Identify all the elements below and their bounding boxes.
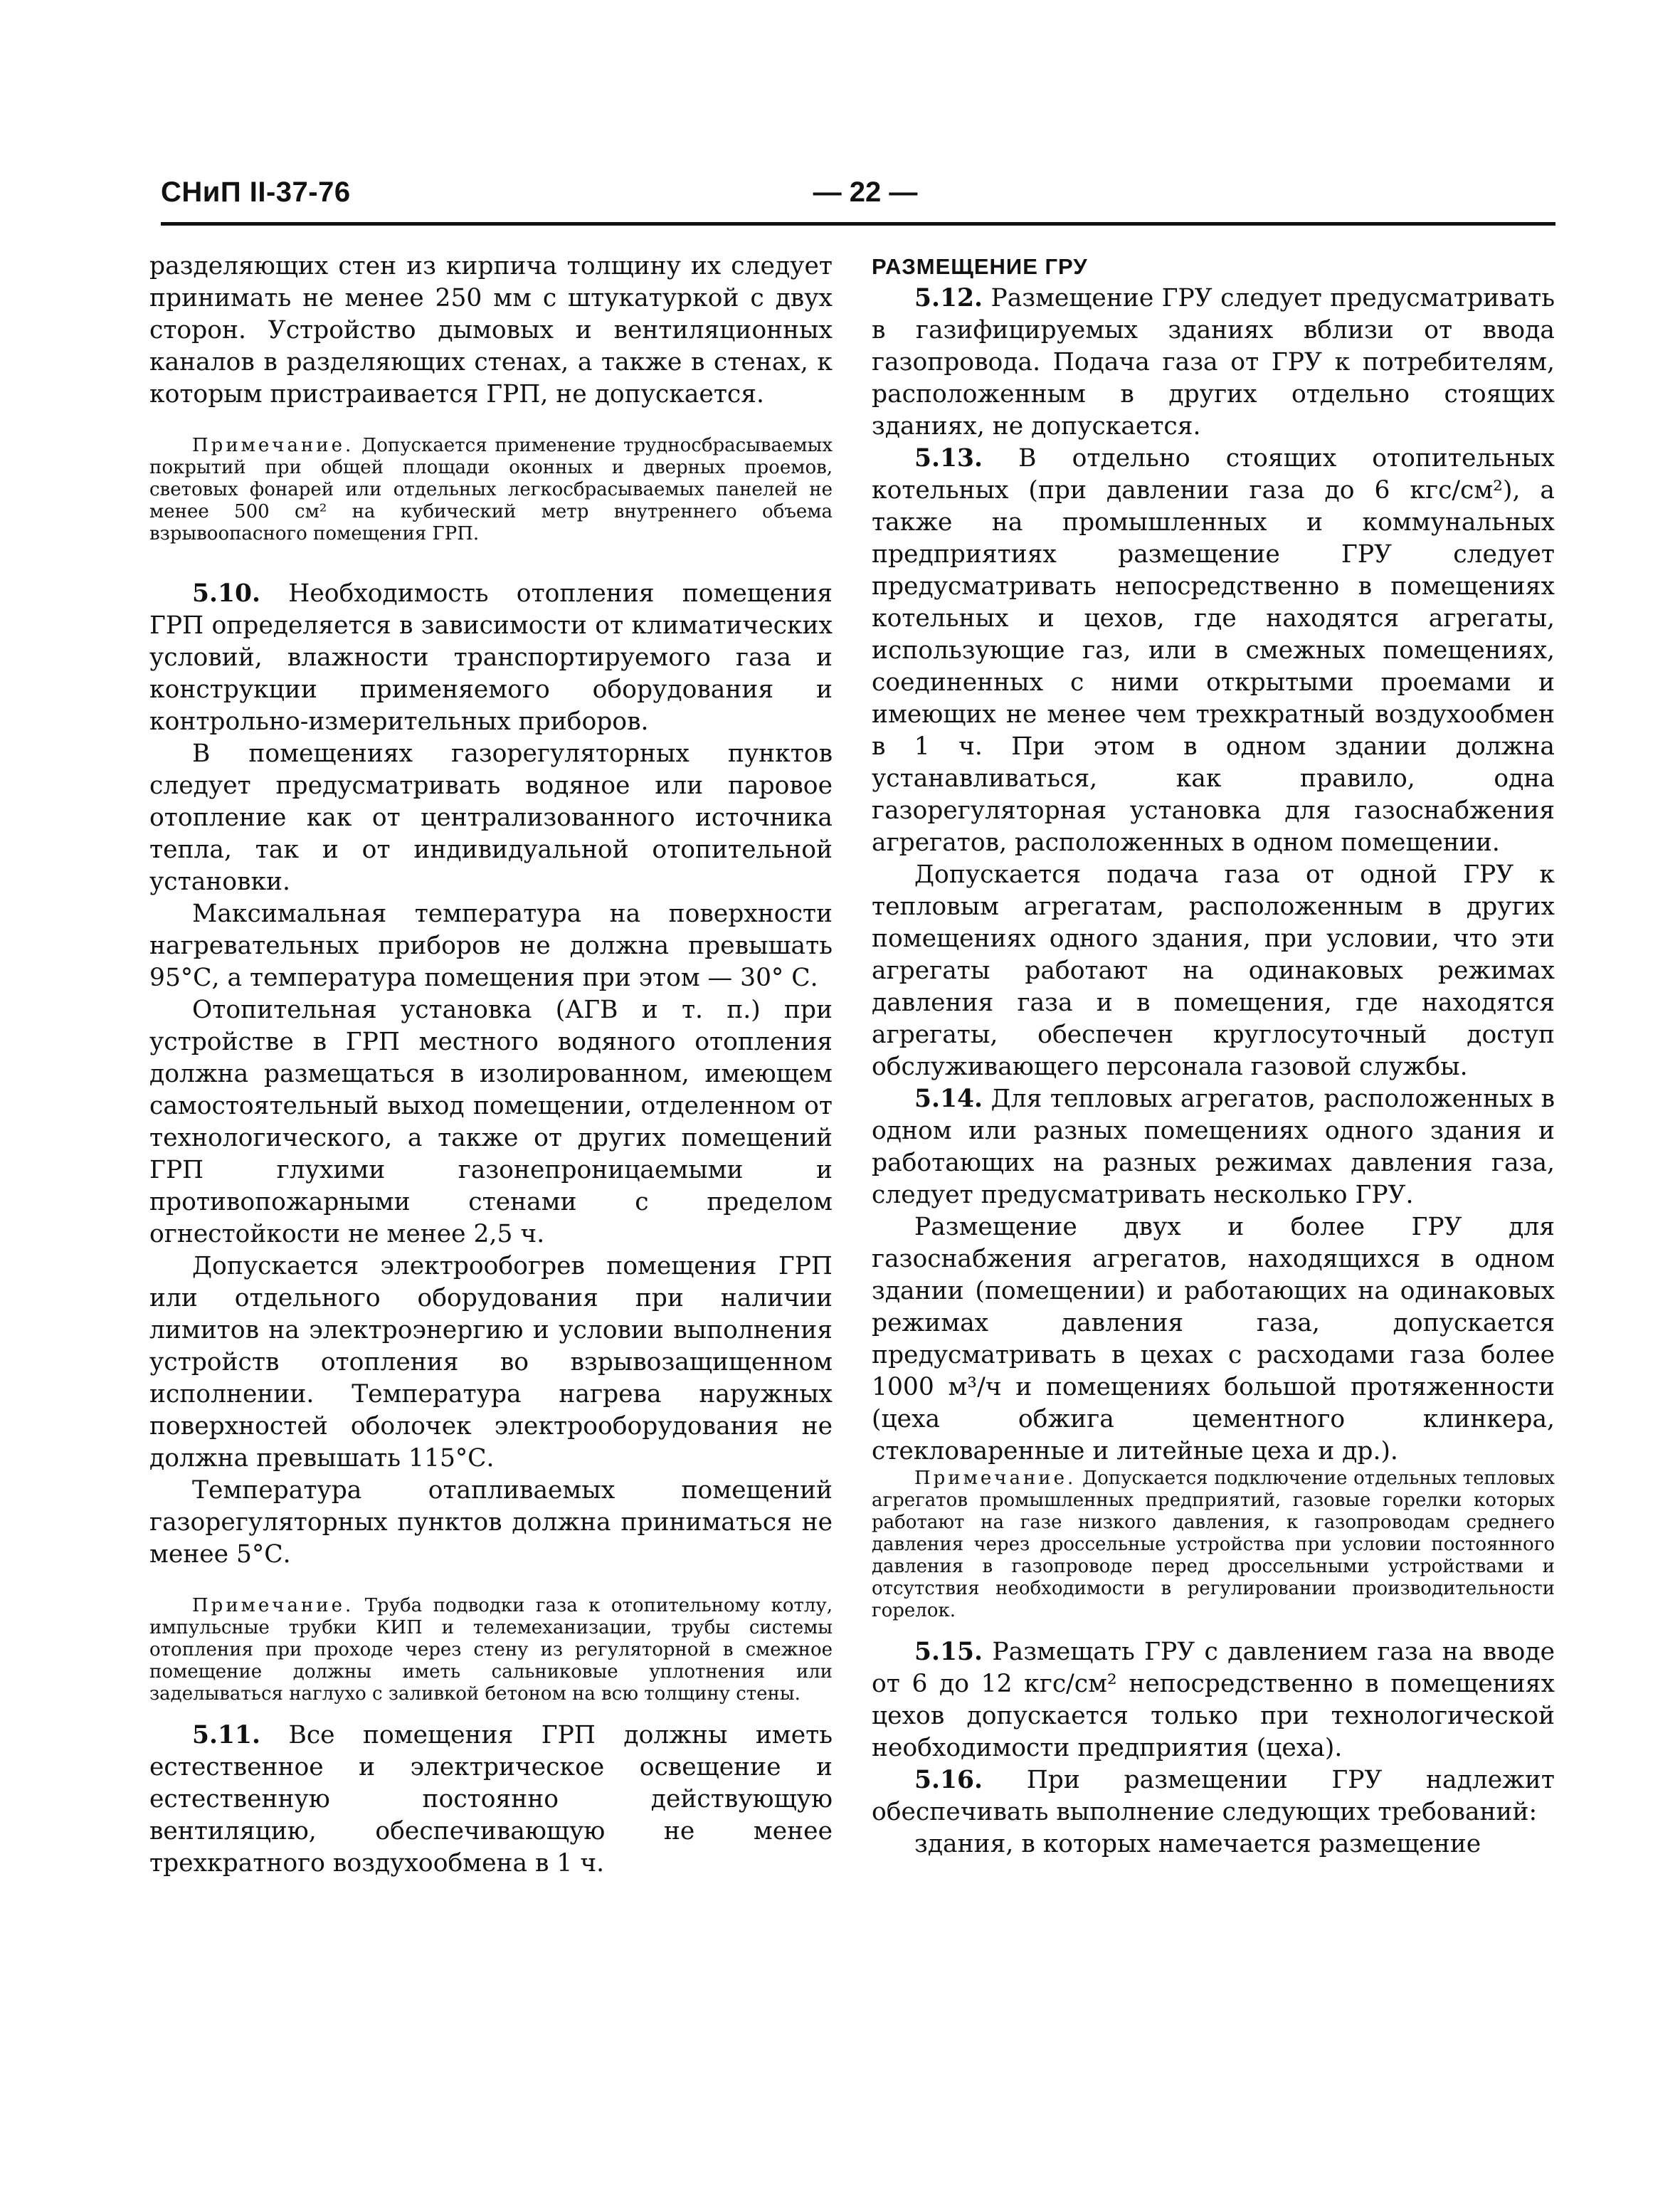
note-text: Труба подводки газа к отопительному котлу, импульсные трубки КИП и телемеханизации, трубы системы отопления при проходе через стену из регуляторной в смежное помещение должны иметь сальниковые уплотнения или заделываться наглухо с заливкой бетоном на всю толщину стены. [149,1595,833,1705]
note-label: Примечание. [914,1468,1077,1489]
paragraph: Температура отапливаемых помещений газорегуляторных пунктов должна приниматься не менее 5°С. [149,1476,833,1569]
clause-text: Все помещения ГРП должны иметь естественное и электрическое освещение и естественную постоянно действующую вентиляцию, обеспечивающую не менее трехкратного воздухообмена в 1 ч. [149,1721,833,1878]
section-heading: РАЗМЕЩЕНИЕ ГРУ [872,254,1088,279]
paragraph: Допускается электрообогрев помещения ГРП или отдельного оборудования при наличии лимитов на электроэнергию и условии выполнения устройств отопления во взрывозащищенном исполнении. Температура нагрева наружных поверхностей оболочек электрооборудования не должна превышать 115°С. [149,1252,833,1473]
clause-text: Размещать ГРУ с давлением газа на вводе от 6 до 12 кгс/см² непосредственно в помещениях цехов допускается только при технологической необходимости предприятия (цеха). [872,1638,1555,1762]
paragraph: Размещение двух и более ГРУ для газоснабжения агрегатов, находящихся в одном здании (помещении) и работающих на одинаковых режимах давления газа, допускается предусматривать в цехах с расходами газа более 1000 м³/ч и помещениях большой протяженности (цеха обжига цементного клинкера, стекловаренные и литейные цеха и др.). [872,1213,1555,1465]
note-text: Допускается применение трудносбрасываемых покрытий при общей площади оконных и дверных проемов, световых фонарей или отдельных легкосбрасываемых панелей не менее 500 см² на кубический метр внутреннего объема взрывоопасного помещения ГРП. [149,435,833,544]
note-label: Примечание. [192,435,354,456]
clause-number: 5.10. [192,579,261,608]
clause-number: 5.13. [914,444,983,473]
note-label: Примечание. [192,1595,354,1616]
page-header [161,177,1555,219]
header-rule [161,222,1555,226]
clause-text: Размещение ГРУ следует предусматривать в газифицируемых зданиях вблизи от ввода газопровода. Подача газа от ГРУ к потребителям, расположенным в других отдельно стоящих зданиях, не допускается. [872,284,1555,441]
clause-number: 5.16. [914,1766,983,1794]
paragraph: В помещениях газорегуляторных пунктов следует предусматривать водяное или паровое отопление как от централизованного источника тепла, так и от индивидуальной отопительной установки. [149,739,833,896]
paragraph: Отопительная установка (АГВ и т. п.) при устройстве в ГРП местного водяного отопления должна размещаться в изолированном, имеющем самостоятельный выход помещении, отделенном от технологического, а также от других помещений ГРП глухими газонепроницаемыми и противопожарными стенами с пределом огнестойкости не менее 2,5 ч. [149,996,833,1248]
clause-text: При размещении ГРУ надлежит обеспечивать выполнение следующих требований: [872,1766,1555,1826]
clause-number: 5.15. [914,1638,983,1666]
paragraph: Максимальная температура на поверхности нагревательных приборов не должна превышать 95°С, а температура помещения при этом — 30° С. [149,900,833,992]
document-code: СНиП II-37-76 [161,177,351,208]
note [149,435,833,545]
right-column [872,251,1555,1860]
clause-number: 5.12. [914,284,983,312]
clause-5-15 [872,1636,1555,1764]
clause-number: 5.14. [914,1085,983,1113]
note [149,1595,833,1705]
page-number: — 22 — [813,177,918,208]
clause-5-11 [149,1720,833,1880]
clause-5-10 [149,578,833,738]
paragraph: Допускается подача газа от одной ГРУ к тепловым агрегатам, расположенным в других помещениях одного здания, при условии, что эти агрегаты работают на одинаковых режимах давления газа и в помещения, где находятся агрегаты, обеспечен круглосуточный доступ обслуживающего персонала газовой службы. [872,860,1555,1081]
clause-text: Необходимость отопления помещения ГРП определяется в зависимости от климатических условий, влажности транспортируемого газа и конструкции применяемого оборудования и контрольно-измерительных приборов. [149,579,833,736]
clause-text: В отдельно стоящих отопительных котельных (при давлении газа до 6 кгс/см²), а также на промышленных и коммунальных предприятиях размещение ГРУ следует предусматривать непосредственно в помещениях котельных и цехов, где находятся агрегаты, использующие газ, или в смежных помещениях, соединенных с ними открытыми проемами и имеющих не менее чем трехкратный воздухообмен в 1 ч. При этом в одном здании должна устанавливаться, как правило, одна газорегуляторная установка для газоснабжения агрегатов, расположенных в одном помещении. [872,444,1555,857]
clause-number: 5.11. [192,1721,261,1749]
clause-text: Для тепловых агрегатов, расположенных в одном или разных помещениях одного здания и работающих на разных режимах давления газа, следует предусматривать несколько ГРУ. [872,1085,1555,1209]
clause-5-12 [872,283,1555,443]
paragraph: здания, в которых намечается размещение [914,1830,1481,1858]
paragraph: разделяющих стен из кирпича толщину их следует принимать не менее 250 мм с штукатуркой с двух сторон. Устройство дымовых и вентиляционных каналов в разделяющих стенах, а также в стенах, к которым пристраивается ГРП, не допускается. [149,252,833,409]
clause-5-13 [872,443,1555,859]
clause-5-16 [872,1764,1555,1828]
clause-5-14 [872,1083,1555,1211]
left-column [149,251,833,1880]
note-text: Допускается подключение отдельных тепловых агрегатов промышленных предприятий, газовые горелки которых работают на газе низкого давления, к газопроводам среднего давления через дроссельные устройства при условии постоянного давления в газопроводе перед дроссельными устройствами и отсутствия необходимости в регулировании производительности горелок. [872,1468,1555,1621]
note [872,1468,1555,1622]
